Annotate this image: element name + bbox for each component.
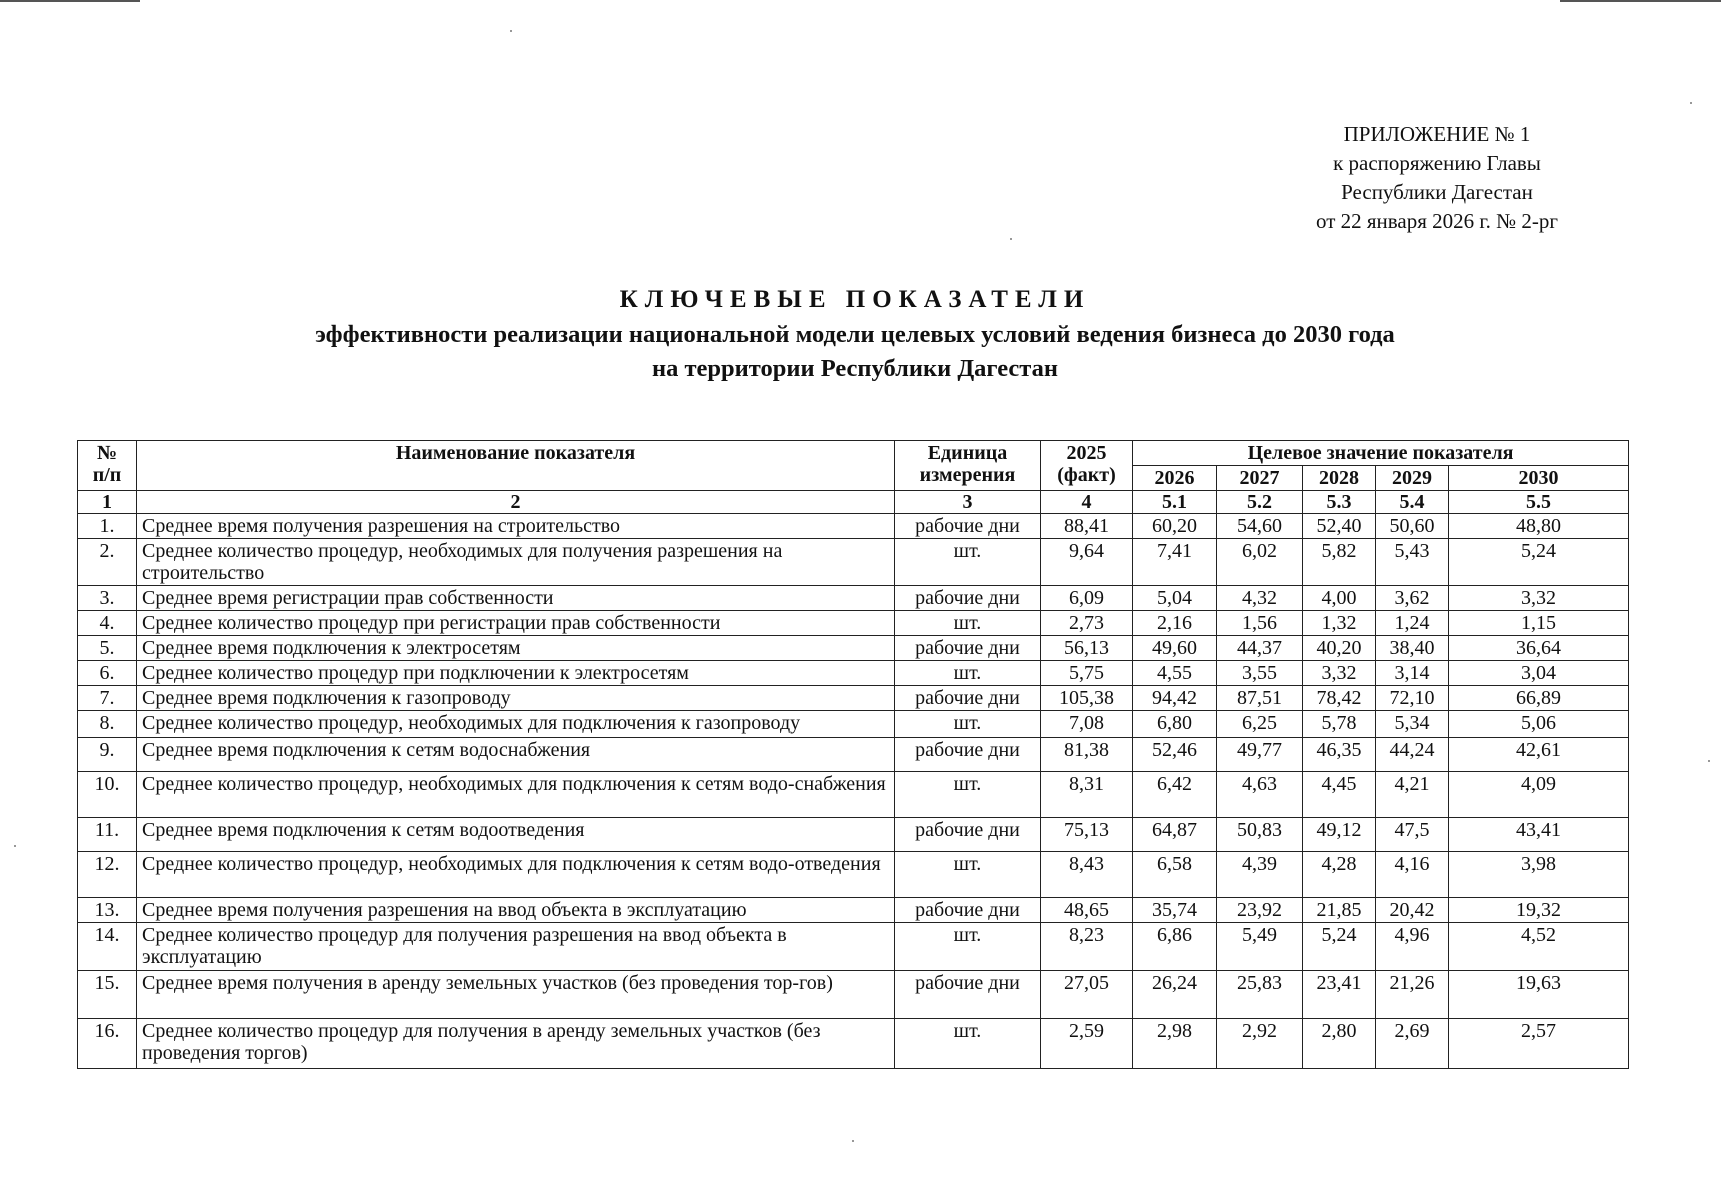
approval-line-1: ПРИЛОЖЕНИЕ № 1 [1343,122,1531,146]
scan-speck [1708,760,1710,762]
indicator-name: Среднее время получения в аренду земельных участков (без проведения тор-гов) [137,971,895,1019]
target-2030: 3,98 [1449,852,1629,898]
target-2027: 6,02 [1217,539,1303,586]
header-year-2030: 2030 [1449,466,1629,491]
indicator-name: Среднее количество процедур, необходимых для подключения к газопроводу [137,711,895,738]
target-2026: 2,16 [1133,611,1217,636]
scan-speck [1690,102,1692,104]
target-2027: 87,51 [1217,686,1303,711]
row-number: 3. [78,586,137,611]
row-number: 2. [78,539,137,586]
unit-of-measure: рабочие дни [895,586,1041,611]
row-number: 9. [78,738,137,772]
colnum-cell: 5.5 [1449,491,1629,514]
value-2025-fact: 2,59 [1041,1019,1133,1069]
row-number: 6. [78,661,137,686]
table-row [78,661,1629,686]
target-2030: 36,64 [1449,636,1629,661]
target-2027: 4,63 [1217,772,1303,818]
header-target: Целевое значение показателя [1133,441,1629,466]
target-2026: 6,58 [1133,852,1217,898]
target-2026: 94,42 [1133,686,1217,711]
value-2025-fact: 8,43 [1041,852,1133,898]
target-2030: 5,06 [1449,711,1629,738]
row-number: 1. [78,514,137,539]
colnum-cell: 5.2 [1217,491,1303,514]
target-2029: 72,10 [1376,686,1449,711]
indicator-name: Среднее количество процедур при регистрации прав собственности [137,611,895,636]
target-2026: 35,74 [1133,898,1217,923]
unit-of-measure: рабочие дни [895,898,1041,923]
target-2029: 50,60 [1376,514,1449,539]
value-2025-fact: 88,41 [1041,514,1133,539]
target-2030: 5,24 [1449,539,1629,586]
header-unit-line2: измерения [919,464,1016,486]
target-2030: 43,41 [1449,818,1629,852]
indicator-name: Среднее время подключения к электросетям [137,636,895,661]
target-2026: 5,04 [1133,586,1217,611]
target-2030: 1,15 [1449,611,1629,636]
table-row [78,686,1629,711]
target-2030: 19,32 [1449,898,1629,923]
target-2027: 54,60 [1217,514,1303,539]
unit-of-measure: рабочие дни [895,738,1041,772]
header-fact [1041,441,1133,491]
target-2029: 3,14 [1376,661,1449,686]
table-row [78,514,1629,539]
value-2025-fact: 48,65 [1041,898,1133,923]
scan-edge-right [1560,0,1721,2]
header-fact-line1: 2025 [1066,442,1107,464]
value-2025-fact: 6,09 [1041,586,1133,611]
target-2027: 1,56 [1217,611,1303,636]
indicator-name: Среднее время получения разрешения на ввод объекта в эксплуатацию [137,898,895,923]
target-2026: 7,41 [1133,539,1217,586]
indicator-name: Среднее время подключения к сетям водоснабжения [137,738,895,772]
target-2029: 1,24 [1376,611,1449,636]
colnum-cell: 4 [1041,491,1133,514]
table-row [78,772,1629,818]
row-number: 5. [78,636,137,661]
row-number: 7. [78,686,137,711]
target-2028: 21,85 [1303,898,1376,923]
unit-of-measure: рабочие дни [895,636,1041,661]
value-2025-fact: 5,75 [1041,661,1133,686]
header-year-2029: 2029 [1376,466,1449,491]
table-row [78,711,1629,738]
colnum-cell: 2 [137,491,895,514]
table-row [78,636,1629,661]
target-2029: 4,96 [1376,923,1449,971]
header-fact-line2: (факт) [1057,464,1116,486]
unit-of-measure: шт. [895,852,1041,898]
target-2028: 2,80 [1303,1019,1376,1069]
target-2026: 49,60 [1133,636,1217,661]
target-2028: 5,82 [1303,539,1376,586]
colnum-cell: 5.1 [1133,491,1217,514]
target-2026: 6,80 [1133,711,1217,738]
table-row [78,923,1629,971]
target-2027: 3,55 [1217,661,1303,686]
target-2026: 52,46 [1133,738,1217,772]
target-2028: 4,45 [1303,772,1376,818]
unit-of-measure: шт. [895,711,1041,738]
value-2025-fact: 2,73 [1041,611,1133,636]
header-year-2028: 2028 [1303,466,1376,491]
table-row [78,738,1629,772]
indicator-name: Среднее время регистрации прав собственности [137,586,895,611]
table-row [78,611,1629,636]
scan-speck [852,1140,854,1142]
approval-line-2: к распоряжению Главы [1333,151,1541,175]
target-2028: 5,24 [1303,923,1376,971]
target-2027: 23,92 [1217,898,1303,923]
value-2025-fact: 56,13 [1041,636,1133,661]
target-2027: 25,83 [1217,971,1303,1019]
row-number: 13. [78,898,137,923]
unit-of-measure: рабочие дни [895,971,1041,1019]
target-2028: 4,00 [1303,586,1376,611]
approval-line-4: от 22 января 2026 г. № 2-рг [1315,209,1559,233]
column-number-row [78,491,1629,514]
table-row [78,1019,1629,1069]
document-subtitle-2: на территории Республики Дагестан [652,355,1058,382]
value-2025-fact: 105,38 [1041,686,1133,711]
colnum-cell: 1 [78,491,137,514]
target-2030: 48,80 [1449,514,1629,539]
target-2030: 66,89 [1449,686,1629,711]
document-subtitle-1: эффективности реализации национальной модели целевых условий ведения бизнеса до 2030 года [315,321,1395,348]
indicator-name: Среднее время подключения к газопроводу [137,686,895,711]
indicator-name: Среднее время получения разрешения на строительство [137,514,895,539]
row-number: 15. [78,971,137,1019]
header-num [78,441,137,491]
indicator-name: Среднее количество процедур, необходимых для получения разрешения на строительство [137,539,895,586]
target-2026: 4,55 [1133,661,1217,686]
row-number: 12. [78,852,137,898]
scan-speck [14,845,16,847]
header-row-1 [78,441,1629,466]
indicator-name: Среднее количество процедур, необходимых для подключения к сетям водо-снабжения [137,772,895,818]
unit-of-measure: шт. [895,611,1041,636]
target-2027: 6,25 [1217,711,1303,738]
document-title-block [150,282,1560,386]
table-row [78,971,1629,1019]
indicator-name: Среднее количество процедур, необходимых для подключения к сетям водо-отведения [137,852,895,898]
header-unit-line1: Единица [927,442,1008,464]
unit-of-measure: рабочие дни [895,514,1041,539]
value-2025-fact: 8,23 [1041,923,1133,971]
target-2028: 46,35 [1303,738,1376,772]
row-number: 16. [78,1019,137,1069]
target-2028: 49,12 [1303,818,1376,852]
target-2030: 2,57 [1449,1019,1629,1069]
target-2028: 23,41 [1303,971,1376,1019]
target-2029: 5,34 [1376,711,1449,738]
target-2030: 42,61 [1449,738,1629,772]
target-2027: 44,37 [1217,636,1303,661]
target-2030: 3,32 [1449,586,1629,611]
value-2025-fact: 75,13 [1041,818,1133,852]
colnum-cell: 3 [895,491,1041,514]
scan-speck [1010,238,1012,240]
target-2030: 3,04 [1449,661,1629,686]
target-2027: 4,39 [1217,852,1303,898]
target-2026: 64,87 [1133,818,1217,852]
target-2029: 5,43 [1376,539,1449,586]
target-2030: 19,63 [1449,971,1629,1019]
target-2029: 47,5 [1376,818,1449,852]
target-2026: 6,42 [1133,772,1217,818]
target-2028: 3,32 [1303,661,1376,686]
header-unit [895,441,1041,491]
value-2025-fact: 8,31 [1041,772,1133,818]
header-num-line1: № [96,442,118,464]
scan-speck [510,30,512,32]
header-year-2026: 2026 [1133,466,1217,491]
table-row [78,586,1629,611]
value-2025-fact: 7,08 [1041,711,1133,738]
table-row [78,898,1629,923]
indicator-name: Среднее количество процедур при подключении к электросетям [137,661,895,686]
indicator-name: Среднее время подключения к сетям водоотведения [137,818,895,852]
target-2029: 2,69 [1376,1019,1449,1069]
target-2026: 2,98 [1133,1019,1217,1069]
target-2026: 60,20 [1133,514,1217,539]
row-number: 8. [78,711,137,738]
approval-stamp [1262,120,1612,236]
unit-of-measure: шт. [895,539,1041,586]
target-2026: 26,24 [1133,971,1217,1019]
header-year-2027: 2027 [1217,466,1303,491]
indicators-table [77,440,1629,1069]
row-number: 14. [78,923,137,971]
indicator-name: Среднее количество процедур для получения в аренду земельных участков (без проведения торгов) [137,1019,895,1069]
target-2030: 4,52 [1449,923,1629,971]
target-2028: 1,32 [1303,611,1376,636]
row-number: 11. [78,818,137,852]
target-2027: 4,32 [1217,586,1303,611]
target-2027: 50,83 [1217,818,1303,852]
row-number: 4. [78,611,137,636]
target-2026: 6,86 [1133,923,1217,971]
table-row [78,818,1629,852]
target-2029: 4,16 [1376,852,1449,898]
target-2029: 3,62 [1376,586,1449,611]
approval-line-3: Республики Дагестан [1341,180,1533,204]
indicator-name: Среднее количество процедур для получения разрешения на ввод объекта в эксплуатацию [137,923,895,971]
target-2028: 4,28 [1303,852,1376,898]
target-2028: 40,20 [1303,636,1376,661]
target-2029: 20,42 [1376,898,1449,923]
header-name: Наименование показателя [137,441,895,491]
target-2030: 4,09 [1449,772,1629,818]
colnum-cell: 5.4 [1376,491,1449,514]
target-2028: 5,78 [1303,711,1376,738]
value-2025-fact: 27,05 [1041,971,1133,1019]
target-2029: 38,40 [1376,636,1449,661]
document-title: КЛЮЧЕВЫЕ ПОКАЗАТЕЛИ [619,286,1091,313]
scan-edge-left [0,0,140,2]
table-row [78,539,1629,586]
target-2029: 4,21 [1376,772,1449,818]
unit-of-measure: шт. [895,923,1041,971]
unit-of-measure: шт. [895,772,1041,818]
target-2029: 44,24 [1376,738,1449,772]
colnum-cell: 5.3 [1303,491,1376,514]
target-2027: 5,49 [1217,923,1303,971]
unit-of-measure: рабочие дни [895,818,1041,852]
unit-of-measure: рабочие дни [895,686,1041,711]
row-number: 10. [78,772,137,818]
unit-of-measure: шт. [895,1019,1041,1069]
target-2029: 21,26 [1376,971,1449,1019]
value-2025-fact: 9,64 [1041,539,1133,586]
header-num-line2: п/п [92,464,122,486]
value-2025-fact: 81,38 [1041,738,1133,772]
unit-of-measure: шт. [895,661,1041,686]
target-2027: 49,77 [1217,738,1303,772]
table-row [78,852,1629,898]
target-2027: 2,92 [1217,1019,1303,1069]
target-2028: 78,42 [1303,686,1376,711]
target-2028: 52,40 [1303,514,1376,539]
